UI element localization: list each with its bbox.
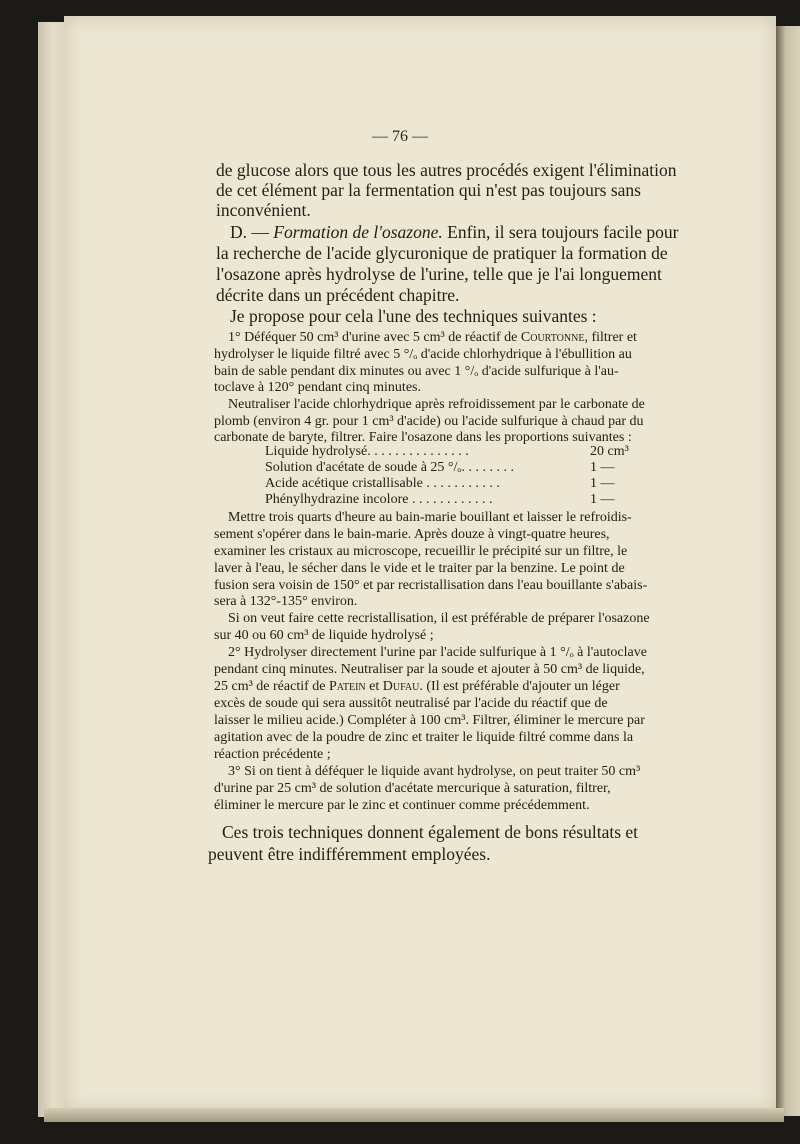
technique-2-text-a: 25 cm³ de réactif de: [214, 679, 329, 694]
technique-2-line-1: 2° Hydrolyser directement l'urine par l'acide sulfurique à 1 °/ₒ à l'autoclave: [228, 645, 647, 660]
paragraph-line: laver à l'eau, le sécher dans le vide et le traiter par la benzine. Le point de: [214, 561, 625, 576]
section-d-heading-line: [230, 222, 678, 243]
proportion-label: Liquide hydrolysé. . . . . . . . . . . . . . .: [265, 444, 469, 459]
dufau-name: Dufau: [382, 679, 420, 694]
technique-1-line-3: bain de sable pendant dix minutes ou avec 1 °/ₒ d'acide sulfurique à l'au-: [214, 364, 619, 379]
technique-1-line-1: [228, 330, 637, 346]
section-d-first-line-rest: Enfin, il sera toujours facile pour: [442, 222, 679, 242]
technique-1-line-7: carbonate de baryte, filtrer. Faire l'osazone dans les proportions suivantes :: [214, 430, 632, 445]
paragraph-line: sur 40 ou 60 cm³ de liquide hydrolysé ;: [214, 628, 434, 643]
section-d-line-1: la recherche de l'acide glycuronique de pratiquer la formation de: [216, 243, 668, 263]
conclusion-line-2: peuvent être indifféremment employées.: [208, 844, 491, 864]
technique-3-line-2: d'urine par 25 cm³ de solution d'acétate mercurique à saturation, filtrer,: [214, 781, 611, 796]
conclusion-line-1: Ces trois techniques donnent également de bons résultats et: [222, 822, 639, 842]
intro-line-3: inconvénient.: [216, 200, 311, 220]
section-d-lead: D. —: [230, 222, 274, 242]
technique-2-line-2: pendant cinq minutes. Neutraliser par la soude et ajouter à 50 cm³ de liquide,: [214, 662, 645, 677]
section-d-title: Formation de l'osazone.: [273, 222, 443, 242]
paragraph-line: examiner les cristaux au microscope, recueillir le précipité sur un filtre, le: [214, 544, 628, 559]
proportion-label: Solution d'acétate de soude à 25 °/ₒ. . . . . . . .: [265, 460, 514, 475]
proportion-qty: 1 —: [590, 492, 615, 507]
proportion-qty: 20 cm³: [590, 444, 629, 459]
facing-page-edge: [776, 26, 800, 1116]
paragraph-line: fusion sera voisin de 150° et par recristallisation dans l'eau bouillante s'abais-: [214, 578, 648, 593]
technique-3-line-3: éliminer le mercure par le zinc et continuer comme précédemment.: [214, 798, 590, 813]
section-d-line-2: l'osazone après hydrolyse de l'urine, telle que je l'ai longuement: [216, 264, 662, 284]
proportion-qty: 1 —: [590, 460, 615, 475]
technique-2-text-b: . (Il est préférable d'ajouter un léger: [419, 679, 620, 694]
section-d-line-4: Je propose pour cela l'une des techniques suivantes :: [230, 306, 597, 326]
technique-1-line-4: toclave à 120° pendant cinq minutes.: [214, 380, 421, 395]
patein-name: Patein: [328, 679, 366, 694]
paragraph-line: sement s'opérer dans le bain-marie. Après douze à vingt-quatre heures,: [214, 527, 610, 542]
technique-1-line-1a: 1° Déféquer 50 cm³ d'urine avec 5 cm³ de réactif de: [228, 330, 521, 345]
technique-1-line-1b: , filtrer et: [584, 330, 637, 345]
technique-2-line-5: laisser le milieu acide.) Compléter à 100 cm³. Filtrer, éliminer le mercure par: [214, 713, 645, 728]
technique-2-line-6: agitation avec de la poudre de zinc et traiter le liquide filtré comme dans la: [214, 730, 634, 745]
technique-3-line-1: 3° Si on tient à déféquer le liquide avant hydrolyse, on peut traiter 50 cm³: [228, 764, 641, 779]
proportion-label: Phénylhydrazine incolore . . . . . . . . . . . .: [265, 492, 493, 507]
technique-1-line-5: Neutraliser l'acide chlorhydrique après refroidissement par le carbonate de: [228, 397, 645, 412]
section-d-line-3: décrite dans un précédent chapitre.: [216, 285, 460, 305]
technique-2-line-4: excès de soude qui sera aussitôt neutralisé par l'acide du réactif que de: [214, 696, 608, 711]
paragraph-line: Mettre trois quarts d'heure au bain-marie bouillant et laisser le refroidis-: [228, 510, 632, 525]
proportion-label: Acide acétique cristallisable . . . . . . . . . . .: [265, 476, 500, 491]
paragraph-line: sera à 132°-135° environ.: [214, 594, 358, 609]
paragraph-line: Si on veut faire cette recristallisation, il est préférable de préparer l'osazone: [228, 611, 650, 626]
page-number: — 76 —: [372, 128, 428, 145]
intro-line-2: de cet élément par la fermentation qui n'est pas toujours sans: [216, 180, 641, 200]
technique-2-text-mid: et: [365, 679, 383, 694]
technique-1-line-2: hydrolyser le liquide filtré avec 5 °/ₒ d'acide chlorhydrique à l'ébullition au: [214, 347, 632, 362]
courtonne-name: Courtonne: [520, 330, 585, 345]
technique-2-line-7: réaction précédente ;: [214, 747, 331, 762]
page-bottom-edge: [44, 1108, 784, 1122]
intro-line-1: de glucose alors que tous les autres procédés exigent l'élimination: [216, 160, 677, 180]
technique-2-line-3: [214, 679, 620, 695]
proportion-qty: 1 —: [590, 476, 615, 491]
technique-1-line-6: plomb (environ 4 gr. pour 1 cm³ d'acide) ou l'acide sulfurique à chaud par du: [214, 414, 644, 429]
